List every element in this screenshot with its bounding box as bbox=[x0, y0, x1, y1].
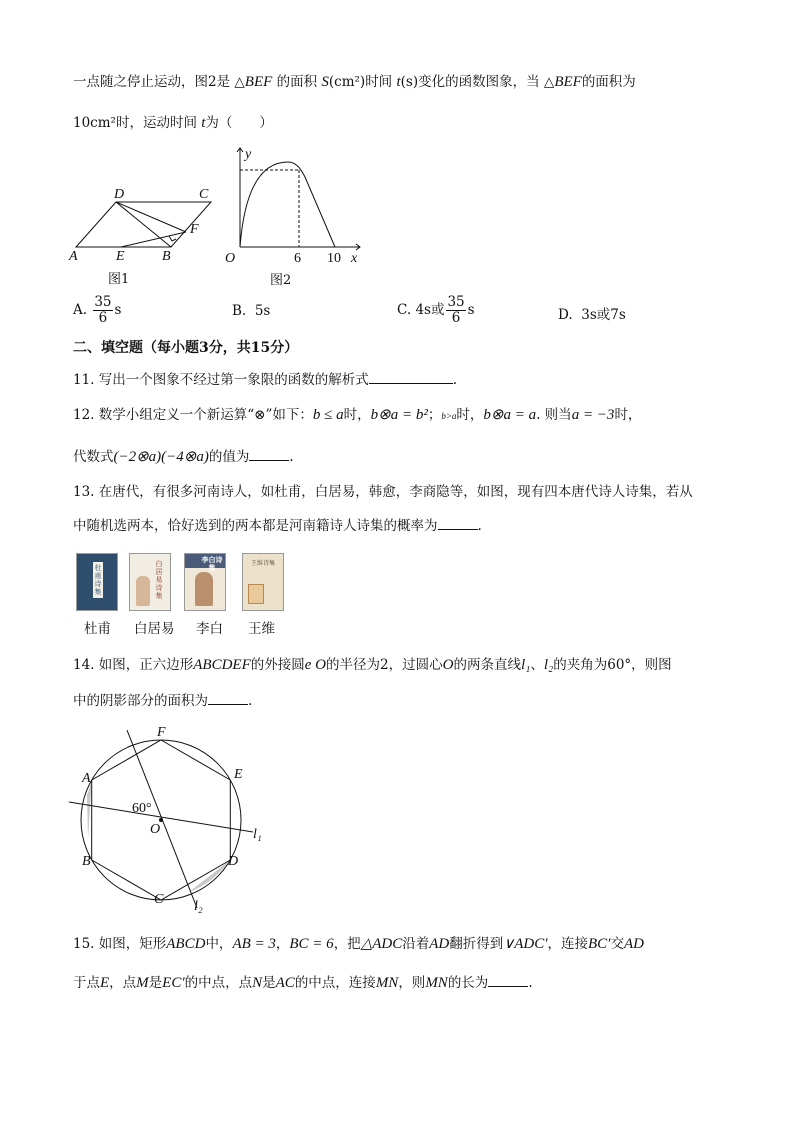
option-d[interactable]: D. 3s或7s bbox=[558, 307, 626, 323]
x-axis-label: x bbox=[351, 251, 358, 266]
q15-line-2: 于点E，点M是EC′的中点，点N是AC的中点，连接MN，则MN的长为 . bbox=[73, 972, 533, 993]
caption-libai: 李白 bbox=[196, 621, 223, 637]
caption-wangwei: 王维 bbox=[248, 621, 275, 637]
book-libai-figure bbox=[195, 572, 213, 606]
figure-1-parallelogram bbox=[66, 180, 226, 288]
q14-answer-blank[interactable] bbox=[208, 690, 248, 705]
figure-1-caption: 图1 bbox=[108, 272, 130, 287]
label-d: D bbox=[228, 854, 239, 869]
q13-line-1: 13. 在唐代，有很多河南诗人，如杜甫，白居易，韩愈，李商隐等，如图，现有四本唐代诗人诗集，若从 bbox=[73, 484, 693, 500]
label-e: E bbox=[234, 767, 243, 782]
q10-line-1: 一点随之停止运动，图2是 △BEF 的面积 S(cm²)时间 t(s)变化的函数图象，当 △BEF的面积为 bbox=[73, 74, 636, 90]
origin-label: O bbox=[225, 251, 236, 266]
label-o: O bbox=[150, 822, 161, 837]
angle-label: 60° bbox=[132, 801, 152, 816]
label-a: A bbox=[82, 771, 91, 786]
q13-answer-blank[interactable] bbox=[438, 515, 478, 530]
label-c: C bbox=[199, 187, 209, 202]
function-curve bbox=[240, 162, 335, 247]
right-angle-mark bbox=[169, 236, 176, 241]
book-libai-title: 李白诗集 bbox=[201, 555, 223, 572]
q12-answer-blank[interactable] bbox=[249, 446, 289, 461]
label-b: B bbox=[162, 249, 171, 264]
q11: 11. 写出一个图象不经过第一象限的函数的解析式 . bbox=[73, 369, 457, 390]
book-dufu-title: 杜甫诗集 bbox=[94, 564, 102, 596]
caption-baijuyi: 白居易 bbox=[134, 621, 175, 637]
book-baijuyi-figure bbox=[136, 576, 150, 606]
q11-answer-blank[interactable] bbox=[369, 369, 453, 384]
q15-answer-blank[interactable] bbox=[488, 972, 528, 987]
q13-line-2: 中随机选两本，恰好选到的两本都是河南籍诗人诗集的概率为 . bbox=[73, 515, 482, 536]
tick-10: 10 bbox=[327, 251, 341, 266]
q12-line-1: 12. 数学小组定义一个新运算“⊗”如下：b ≤ a时，b⊗a = b²；b>a时，b⊗a = a. 则当a = −3时， bbox=[73, 407, 642, 423]
label-f: F bbox=[190, 222, 199, 237]
label-b: B bbox=[82, 854, 91, 869]
label-f: F bbox=[157, 725, 166, 740]
section-title: 二、填空题（每小题3分，共15分） bbox=[73, 340, 299, 356]
label-l2: l₂ bbox=[194, 899, 203, 914]
q12-line-2: 代数式(−2⊗a)(−4⊗a)的值为 . bbox=[73, 446, 294, 467]
q14-line-2: 中的阴影部分的面积为 . bbox=[73, 690, 252, 711]
book-baijuyi-title: 白居易诗集 bbox=[155, 560, 163, 600]
option-b[interactable]: B. 5s bbox=[232, 303, 271, 319]
caption-dufu: 杜甫 bbox=[84, 621, 111, 637]
label-e: E bbox=[116, 249, 125, 264]
book-libai bbox=[184, 553, 226, 611]
y-axis-label: y bbox=[245, 147, 252, 162]
q14-line-1: 14. 如图，正六边形ABCDEF的外接圆e O的半径为2，过圆心O的两条直线l₁、l₂的夹角为60°，则图 bbox=[73, 657, 672, 673]
label-a: A bbox=[69, 249, 78, 264]
label-l1: l₁ bbox=[253, 827, 262, 842]
figure-2-graph bbox=[220, 142, 370, 288]
book-dufu bbox=[76, 553, 118, 611]
book-wangwei-title: 王维诗集 bbox=[250, 560, 275, 567]
q15-line-1: 15. 如图，矩形ABCD中，AB = 3，BC = 6，把△ADC沿着AD翻折得到∨ADC′，连接BC′交AD bbox=[73, 936, 644, 952]
segment-db bbox=[116, 202, 171, 247]
segment-ef bbox=[121, 232, 186, 247]
book-baijuyi bbox=[129, 553, 171, 611]
q10-line-2: 10cm²时，运动时间 t为（ ） bbox=[73, 115, 273, 131]
book-wangwei bbox=[242, 553, 284, 611]
figure-hexagon-circle bbox=[60, 722, 280, 914]
tick-6: 6 bbox=[294, 251, 301, 266]
book-wangwei-seal bbox=[248, 584, 264, 604]
option-a[interactable]: A. $\frac{35}{6}$ s bbox=[73, 294, 122, 326]
label-c: C bbox=[154, 892, 164, 907]
segment-df bbox=[116, 202, 186, 232]
option-c[interactable]: C. 4s或 $\frac{35}{6}$ s bbox=[397, 294, 475, 326]
figure-2-caption: 图2 bbox=[270, 273, 292, 288]
label-d: D bbox=[114, 187, 125, 202]
